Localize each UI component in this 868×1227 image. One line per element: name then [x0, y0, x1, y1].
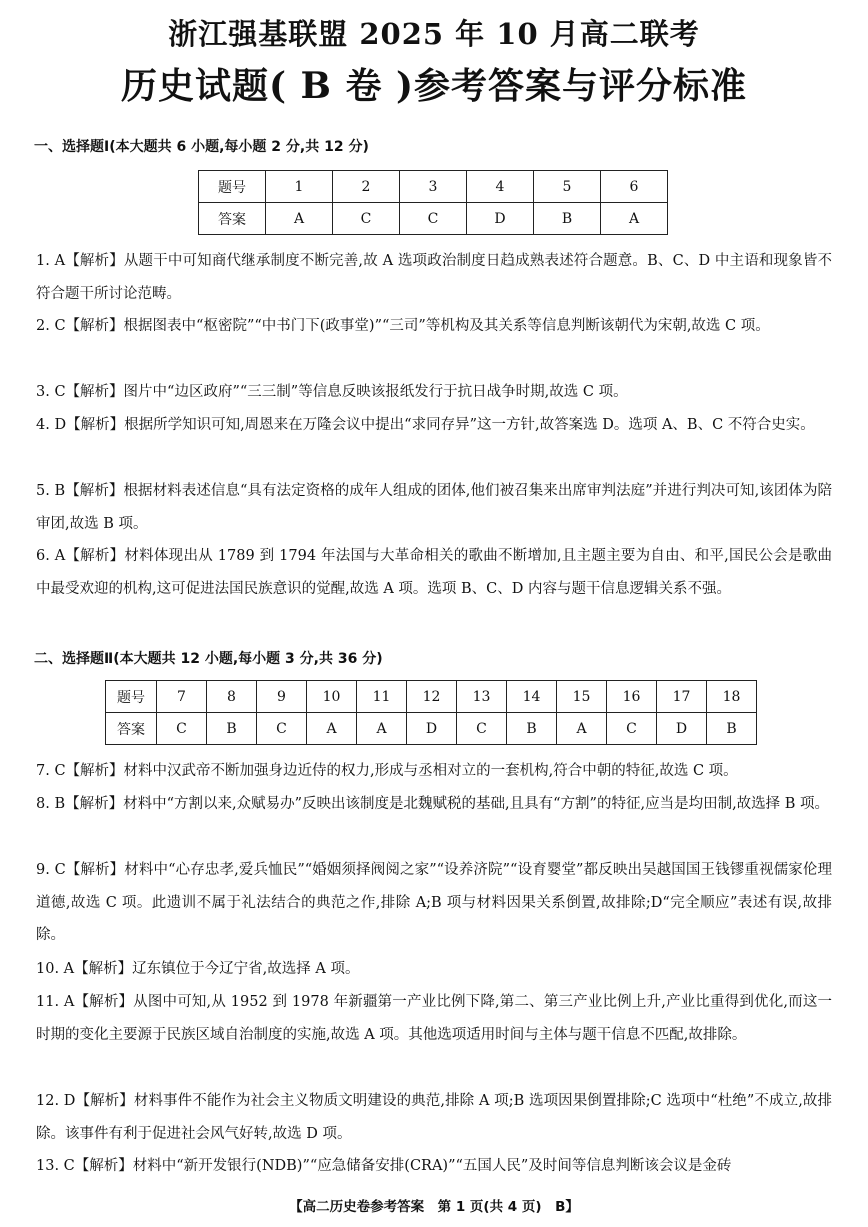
table-cell-number: 8 — [207, 681, 257, 713]
explanation-2: 2. C【解析】根据图表中“枢密院”“中书门下(政事堂)”“三司”等机构及其关系等信息判断该朝代为宋朝,故选 C 项。 — [36, 318, 770, 334]
explanation-5: 5. B【解析】根据材料表述信息“具有法定资格的成年人组成的团体,他们被召集来出席审判法庭”并进行判决可知,该团体为陪审团,故选 B 项。 — [36, 483, 832, 532]
table-cell-answer: D — [407, 713, 457, 745]
section2-answer-table — [105, 680, 757, 745]
table-cell-answer: B — [507, 713, 557, 745]
table-cell-number: 16 — [607, 681, 657, 713]
table-cell-number: 10 — [307, 681, 357, 713]
table-cell-number: 17 — [657, 681, 707, 713]
row-label-answer: 答案 — [106, 713, 157, 745]
row-label-answer: 答案 — [199, 203, 266, 235]
explanation-8: 8. B【解析】材料中“方割以来,众赋易办”反映出该制度是北魏赋税的基础,且具有“方割”的特征,应当是均田制,故选择 B 项。 — [36, 796, 830, 812]
explanation-10: 10. A【解析】辽东镇位于今辽宁省,故选择 A 项。 — [36, 961, 360, 977]
explanation-1: 1. A【解析】从题干中可知商代继承制度不断完善,故 A 选项政治制度日趋成熟表述符合题意。B、C、D 中主语和现象皆不符合题干所讨论范畴。 — [36, 253, 832, 302]
table-cell-answer: A — [557, 713, 607, 745]
explanation-9: 9. C【解析】材料中“心存忠孝,爱兵恤民”“婚姻须择阀阅之家”“设养济院”“设育婴堂”都反映出吴越国国王钱镠重视儒家伦理道德,故选 C 项。此遗训不属于礼法结合的典范之作,排除 A;B 项与材料因果关系倒置,故排除;D“完全顺应”表述有误,故排除。 — [36, 862, 832, 943]
table-cell-number: 12 — [407, 681, 457, 713]
explanation-13: 13. C【解析】材料中“新开发银行(NDB)”“应急储备安排(CRA)”“五国人民”及时间等信息判断该会议是金砖 — [36, 1158, 732, 1174]
table-cell-answer: D — [657, 713, 707, 745]
table-cell-answer: A — [601, 203, 668, 235]
table-cell-number: 5 — [534, 171, 601, 203]
table-cell-answer: A — [307, 713, 357, 745]
page-title: 浙江强基联盟 2025 年 10 月高二联考 — [168, 17, 700, 51]
table-cell-number: 3 — [400, 171, 467, 203]
explanation-4: 4. D【解析】根据所学知识可知,周恩来在万隆会议中提出“求同存异”这一方针,故答案选 D。选项 A、B、C 不符合史实。 — [36, 417, 815, 433]
table-cell-answer: C — [157, 713, 207, 745]
table-cell-number: 11 — [357, 681, 407, 713]
table-row-numbers — [106, 681, 757, 713]
section2-heading: 二、选择题Ⅱ(本大题共 12 小题,每小题 3 分,共 36 分) — [34, 651, 383, 667]
table-cell-answer: A — [266, 203, 333, 235]
table-cell-number: 7 — [157, 681, 207, 713]
table-cell-number: 1 — [266, 171, 333, 203]
table-row-numbers — [199, 171, 668, 203]
table-row-answers — [199, 203, 668, 235]
table-cell-number: 6 — [601, 171, 668, 203]
table-cell-answer: C — [400, 203, 467, 235]
section1-heading: 一、选择题Ⅰ(本大题共 6 小题,每小题 2 分,共 12 分) — [34, 139, 369, 155]
table-cell-answer: D — [467, 203, 534, 235]
table-cell-answer: C — [457, 713, 507, 745]
explanation-7: 7. C【解析】材料中汉武帝不断加强身边近侍的权力,形成与丞相对立的一套机构,符合中朝的特征,故选 C 项。 — [36, 763, 738, 779]
table-cell-answer: C — [607, 713, 657, 745]
explanation-3: 3. C【解析】图片中“边区政府”“三三制”等信息反映该报纸发行于抗日战争时期,故选 C 项。 — [36, 384, 628, 400]
table-cell-answer: B — [534, 203, 601, 235]
page-footer: 【高二历史卷参考答案 第 1 页(共 4 页) B】 — [289, 1199, 579, 1215]
table-cell-answer: B — [207, 713, 257, 745]
table-cell-number: 2 — [333, 171, 400, 203]
table-cell-number: 14 — [507, 681, 557, 713]
explanation-11: 11. A【解析】从图中可知,从 1952 到 1978 年新疆第一产业比例下降,第二、第三产业比例上升,产业比重得到优化,而这一时期的变化主要源于民族区域自治制度的实施,故选 A 项。其他选项适用时间与主体与题干信息不匹配,故排除。 — [36, 994, 832, 1043]
table-row-answers — [106, 713, 757, 745]
section1-answer-table — [198, 170, 668, 235]
explanation-12: 12. D【解析】材料事件不能作为社会主义物质文明建设的典范,排除 A 项;B 选项因果倒置排除;C 选项中“杜绝”不成立,故排除。该事件有利于促进社会风气好转,故选 D 项。 — [36, 1093, 832, 1142]
explanation-6: 6. A【解析】材料体现出从 1789 到 1794 年法国与大革命相关的歌曲不断增加,且主题主要为自由、和平,国民公会是歌曲中最受欢迎的机构,这可促进法国民族意识的觉醒,故选 A 项。选项 B、C、D 内容与题干信息逻辑关系不强。 — [36, 548, 832, 597]
row-label-number: 题号 — [106, 681, 157, 713]
table-cell-number: 4 — [467, 171, 534, 203]
table-cell-answer: A — [357, 713, 407, 745]
row-label-number: 题号 — [199, 171, 266, 203]
table-cell-number: 9 — [257, 681, 307, 713]
table-cell-number: 15 — [557, 681, 607, 713]
table-cell-answer: C — [257, 713, 307, 745]
page-subtitle: 历史试题( B 卷 )参考答案与评分标准 — [120, 65, 748, 107]
table-cell-number: 18 — [707, 681, 757, 713]
table-cell-answer: B — [707, 713, 757, 745]
table-cell-answer: C — [333, 203, 400, 235]
table-cell-number: 13 — [457, 681, 507, 713]
